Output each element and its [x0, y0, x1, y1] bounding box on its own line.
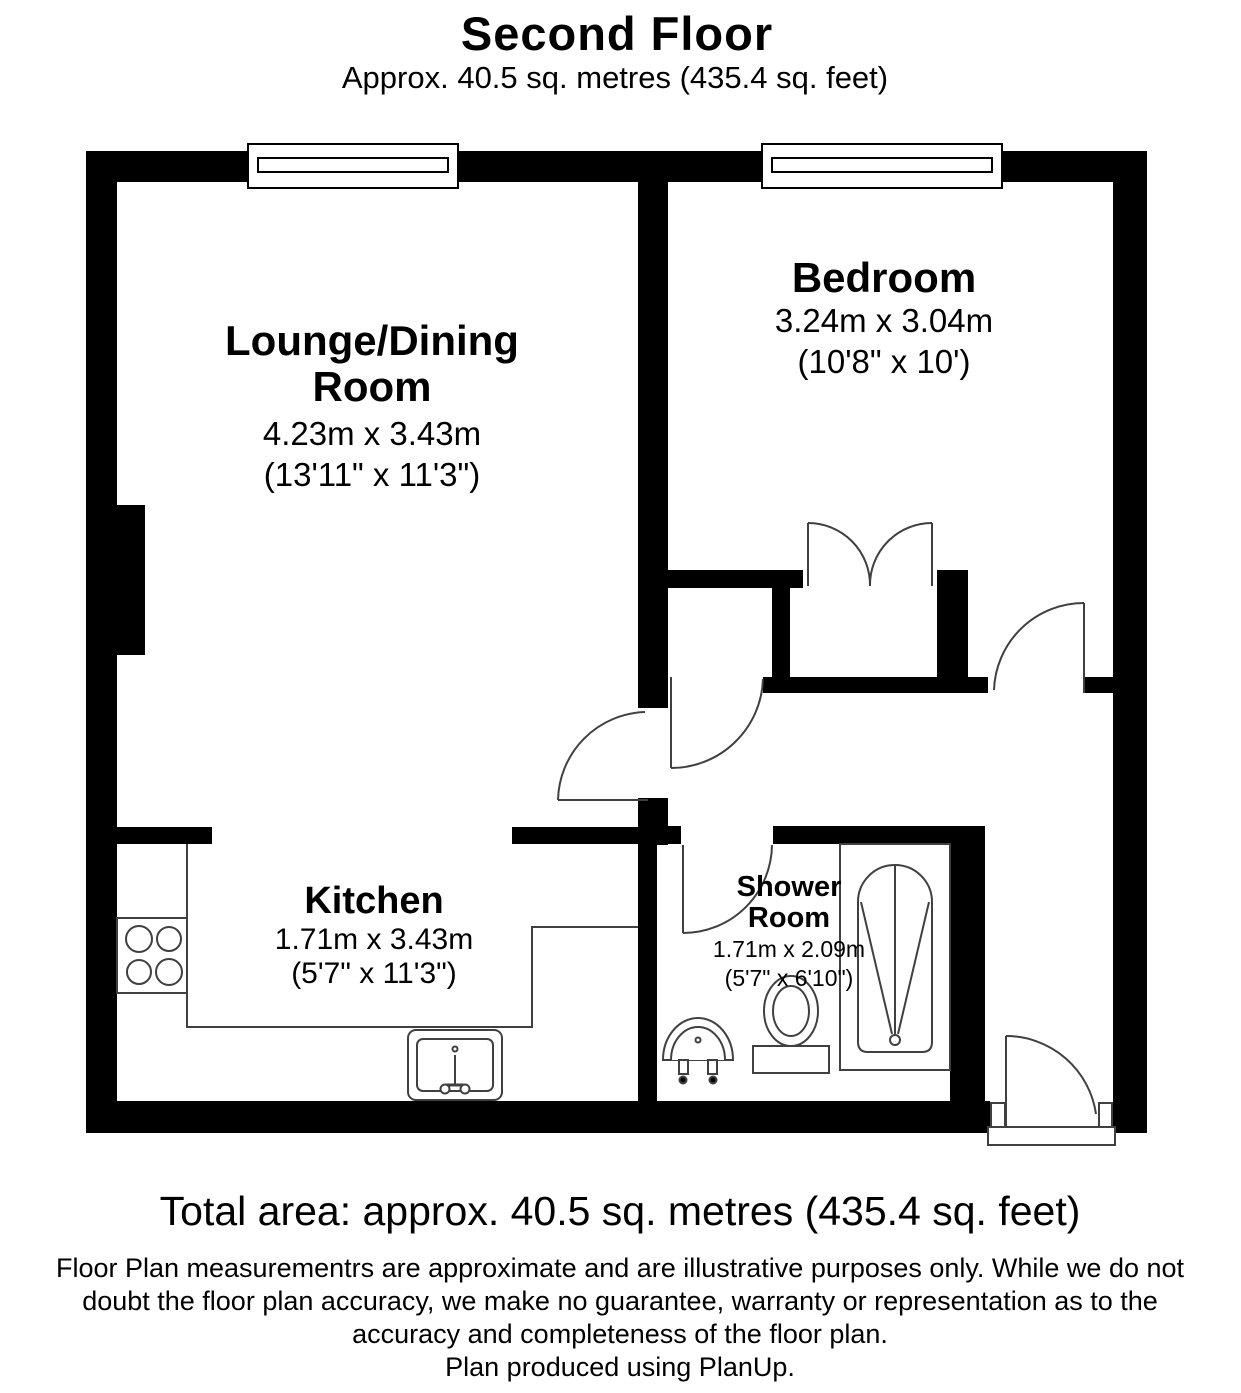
bedroom-window	[762, 144, 1002, 188]
bedroom-dims-metric: 3.24m x 3.04m	[774, 302, 994, 339]
entrance-door	[1006, 1036, 1096, 1127]
wash-basin	[663, 1018, 733, 1084]
closet-double-doors	[808, 523, 932, 586]
kitchen-label	[275, 880, 473, 990]
lounge-door	[558, 712, 648, 800]
bedroom-door	[994, 603, 1084, 693]
hob	[117, 918, 187, 993]
disclaimer-line-4: Plan produced using PlanUp.	[445, 1352, 795, 1382]
shower-room-label	[713, 872, 865, 992]
shower-room-dims-metric: 1.71m x 2.09m	[712, 936, 866, 962]
kitchen-sink	[408, 1030, 502, 1100]
lounge-dims-imperial: (13'11" x 11'3")	[263, 456, 481, 493]
hall-cupboard-door	[671, 677, 763, 768]
page-title: Second Floor	[460, 7, 774, 60]
shower-room-dims-imperial: (5'7" x 6'10")	[724, 965, 854, 991]
lounge-window	[248, 144, 458, 188]
shower-room-name-line2: Room	[747, 902, 831, 934]
bedroom-name: Bedroom	[791, 254, 977, 301]
lounge-dims-metric: 4.23m x 3.43m	[262, 415, 482, 452]
lounge-label	[225, 318, 519, 492]
kitchen-dims-imperial: (5'7" x 11'3")	[291, 957, 457, 990]
lounge-name-line1: Lounge/Dining	[225, 317, 519, 364]
bedroom-label	[775, 255, 993, 379]
page-subtitle: Approx. 40.5 sq. metres (435.4 sq. feet)	[341, 60, 889, 95]
disclaimer-line-2: doubt the floor plan accuracy, we make no guarantee, warranty or representation as to the	[82, 1286, 1158, 1316]
total-area-text: Total area: approx. 40.5 sq. metres (435.4 sq. feet)	[159, 1188, 1081, 1234]
disclaimer-line-3: accuracy and completeness of the floor plan.	[352, 1319, 888, 1349]
shower-room-name-line1: Shower	[736, 871, 842, 903]
kitchen-name: Kitchen	[304, 880, 444, 922]
bedroom-dims-imperial: (10'8" x 10')	[797, 343, 971, 380]
chimney-breast	[117, 505, 145, 655]
disclaimer-line-1: Floor Plan measurementrs are approximate and are illustrative purposes only. While we do not	[55, 1253, 1185, 1283]
lounge-name-line2: Room	[312, 363, 432, 410]
kitchen-dims-metric: 1.71m x 3.43m	[274, 923, 474, 956]
